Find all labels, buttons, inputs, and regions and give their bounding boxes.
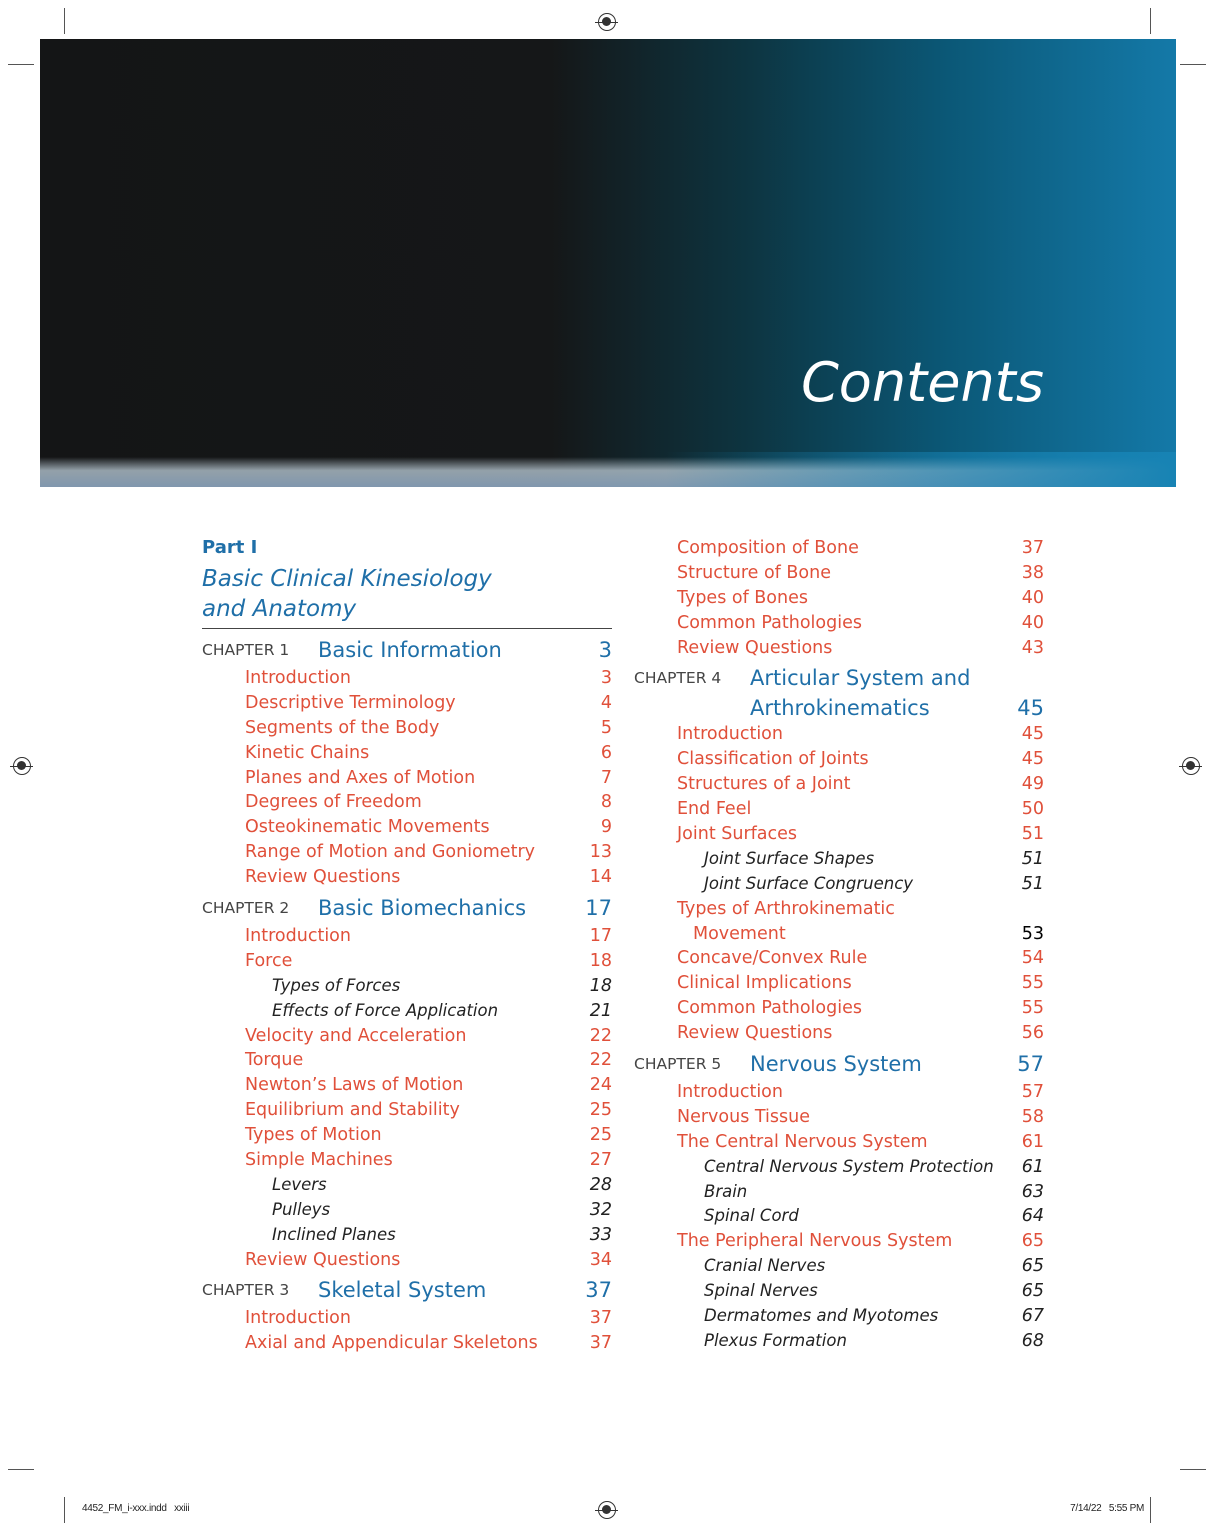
entry-title: Movement — [693, 923, 786, 944]
footer-datetime: 7/14/22 5:55 PM — [1070, 1503, 1144, 1514]
divider — [202, 628, 612, 629]
toc-entry[interactable] — [202, 840, 612, 865]
page-number: 18 — [589, 975, 612, 996]
page-number: 5 — [600, 717, 612, 738]
toc-entry[interactable] — [634, 1130, 1044, 1155]
toc-entry[interactable] — [634, 1080, 1044, 1105]
entry-title: Introduction — [677, 1082, 783, 1103]
entry-title: Effects of Force Application — [272, 1000, 499, 1020]
toc-entry[interactable] — [202, 1148, 612, 1173]
toc-entry[interactable] — [634, 1180, 1044, 1205]
entry-title: Nervous Tissue — [677, 1106, 810, 1127]
page-number: 56 — [1021, 1023, 1044, 1044]
page-number: 17 — [585, 896, 612, 921]
toc-entry[interactable] — [634, 996, 1044, 1021]
toc-list — [202, 635, 612, 1356]
entry-title: Brain — [704, 1181, 748, 1201]
toc-entry[interactable] — [202, 924, 612, 949]
part-title-line: and Anatomy — [202, 596, 357, 622]
chapter-label: CHAPTER 1 — [202, 641, 290, 659]
entry-title: Torque — [245, 1050, 304, 1071]
toc-entry[interactable] — [202, 1198, 612, 1223]
toc-entry[interactable] — [634, 1229, 1044, 1254]
page-number: 7 — [600, 767, 612, 788]
toc-entry[interactable] — [634, 722, 1044, 747]
entry-title: Osteokinematic Movements — [245, 817, 490, 838]
toc-entry[interactable] — [202, 974, 612, 999]
crop-mark — [1180, 64, 1206, 65]
entry-title: Joint Surface Shapes — [704, 848, 875, 868]
entry-title: Joint Surface Congruency — [704, 873, 914, 893]
toc-entry[interactable] — [202, 1173, 612, 1198]
toc-entry[interactable] — [202, 741, 612, 766]
toc-entry[interactable] — [634, 1304, 1044, 1329]
page-number: 3 — [598, 638, 612, 662]
entry-title: Degrees of Freedom — [245, 792, 422, 813]
header-banner — [40, 39, 1176, 487]
page-number: 67 — [1021, 1306, 1044, 1327]
page-number: 28 — [589, 1174, 612, 1195]
page-number: 17 — [589, 926, 612, 947]
page-number: 45 — [1021, 724, 1044, 745]
page-number: 40 — [1021, 587, 1044, 608]
page-number: 13 — [589, 842, 612, 863]
footer-file-info: 4452_FM_i-xxx.indd xxiii — [82, 1503, 190, 1514]
toc-entry[interactable] — [202, 999, 612, 1024]
entry-title: Velocity and Acceleration — [245, 1025, 467, 1046]
page-number: 51 — [1021, 848, 1044, 869]
toc-entry[interactable] — [202, 766, 612, 791]
page-number: 37 — [1021, 538, 1044, 558]
toc-entry[interactable] — [202, 790, 612, 815]
entry-title: Range of Motion and Goniometry — [245, 842, 535, 863]
chapter-label: CHAPTER 2 — [202, 899, 290, 918]
toc-entry[interactable] — [202, 1123, 612, 1148]
chapter-label: CHAPTER 5 — [634, 1055, 722, 1074]
page-number: 45 — [1021, 749, 1044, 770]
entry-title: Basic Biomechanics — [318, 896, 527, 921]
toc-entry[interactable] — [634, 1254, 1044, 1279]
toc-entry[interactable] — [202, 666, 612, 691]
page-number: 65 — [1021, 1231, 1044, 1252]
page-number: 24 — [589, 1075, 612, 1096]
toc-entry[interactable] — [202, 949, 612, 974]
toc-entry[interactable] — [202, 815, 612, 840]
registration-mark-icon — [1182, 757, 1200, 775]
toc-entry[interactable] — [634, 1021, 1044, 1046]
page-number: 51 — [1021, 873, 1044, 894]
page-number: 65 — [1021, 1281, 1044, 1302]
page-number: 25 — [589, 1125, 612, 1146]
entry-title: Structures of a Joint — [677, 774, 851, 795]
part-title-line: Basic Clinical Kinesiology — [202, 566, 492, 592]
page-number: 40 — [1021, 612, 1044, 633]
page-number: 25 — [589, 1100, 612, 1121]
entry-title: Arthrokinematics — [750, 696, 930, 721]
entry-title: Simple Machines — [245, 1150, 393, 1171]
entry-title: Introduction — [677, 724, 783, 745]
page-number: 32 — [589, 1199, 612, 1220]
page-number: 65 — [1021, 1256, 1044, 1277]
toc-entry[interactable] — [634, 561, 1044, 586]
page-number: 37 — [585, 1278, 612, 1303]
toc-entry[interactable] — [634, 797, 1044, 822]
page-number: 58 — [1021, 1106, 1044, 1127]
entry-title: End Feel — [677, 799, 752, 820]
entry-title: Segments of the Body — [245, 717, 440, 738]
entry-title: Common Pathologies — [677, 998, 862, 1019]
page-number: 55 — [1021, 998, 1044, 1019]
page-number: 57 — [1017, 1052, 1044, 1077]
page-number: 4 — [600, 692, 612, 713]
registration-mark-icon — [13, 757, 31, 775]
toc-entry[interactable] — [202, 1073, 612, 1098]
toc-chapter-entry[interactable] — [202, 893, 612, 924]
entry-title: Types of Forces — [272, 975, 401, 995]
page-number: 8 — [600, 792, 612, 813]
toc-entry[interactable] — [202, 1024, 612, 1049]
page-number: 43 — [1021, 637, 1044, 658]
part-label: Part I — [202, 537, 258, 558]
toc-entry[interactable] — [202, 691, 612, 716]
page-number: 63 — [1021, 1181, 1044, 1202]
toc-entry[interactable] — [634, 1204, 1044, 1229]
page-number: 37 — [589, 1308, 612, 1329]
entry-title: Descriptive Terminology — [245, 692, 456, 713]
entry-title: Review Questions — [245, 1249, 401, 1270]
page-number: 51 — [1021, 824, 1044, 845]
page-number: 61 — [1021, 1156, 1044, 1177]
toc-entry[interactable] — [634, 586, 1044, 611]
entry-title: Basic Information — [318, 638, 502, 662]
registration-mark-icon — [598, 1501, 616, 1519]
entry-title: Inclined Planes — [272, 1224, 396, 1244]
entry-title: Cranial Nerves — [704, 1256, 826, 1276]
crop-mark — [1180, 1469, 1206, 1470]
banner-horizon-blue — [665, 452, 1176, 487]
toc-left-column — [202, 536, 612, 1356]
page-number: 33 — [589, 1224, 612, 1245]
entry-title: Planes and Axes of Motion — [245, 767, 476, 788]
entry-title: Kinetic Chains — [245, 742, 370, 763]
toc-entry[interactable] — [202, 1223, 612, 1248]
toc-list — [634, 536, 1044, 1354]
toc-entry[interactable] — [634, 1279, 1044, 1304]
entry-title: Types of Motion — [245, 1125, 382, 1146]
toc-entry[interactable] — [634, 636, 1044, 661]
page-number: 49 — [1021, 774, 1044, 795]
toc-entry[interactable] — [634, 747, 1044, 772]
toc-chapter-entry[interactable] — [202, 1275, 612, 1306]
page-number: 27 — [589, 1150, 612, 1171]
page-number: 54 — [1021, 948, 1044, 969]
entry-title: Spinal Nerves — [704, 1281, 818, 1301]
toc-entry[interactable] — [202, 1331, 612, 1356]
entry-title: Levers — [272, 1174, 327, 1194]
page-number: 14 — [589, 867, 612, 888]
entry-title: Clinical Implications — [677, 973, 852, 994]
toc-entry[interactable] — [634, 872, 1044, 897]
page-number: 50 — [1021, 799, 1044, 820]
crop-mark — [64, 1497, 65, 1523]
entry-title: Plexus Formation — [704, 1330, 847, 1350]
toc-entry[interactable] — [202, 1248, 612, 1273]
entry-title: Common Pathologies — [677, 612, 862, 633]
toc-entry[interactable] — [634, 694, 1044, 722]
page-number: 9 — [600, 817, 612, 838]
crop-mark — [1150, 8, 1151, 34]
entry-title: Review Questions — [677, 637, 833, 658]
toc-entry[interactable] — [634, 536, 1044, 561]
entry-title: Review Questions — [677, 1023, 833, 1044]
entry-title: Central Nervous System Protection — [704, 1156, 994, 1176]
chapter-label: CHAPTER 3 — [202, 1281, 290, 1300]
crop-mark — [1150, 1497, 1151, 1523]
entry-title: Introduction — [245, 926, 351, 947]
page-number: 37 — [589, 1333, 612, 1354]
entry-title: Introduction — [245, 668, 351, 688]
toc-entry[interactable] — [634, 1329, 1044, 1354]
toc-right-column — [634, 536, 1044, 1354]
entry-title: Nervous System — [750, 1052, 922, 1077]
crop-mark — [8, 1469, 34, 1470]
page-number: 53 — [1021, 923, 1044, 944]
entry-title: Dermatomes and Myotomes — [704, 1306, 939, 1326]
entry-title: Pulleys — [272, 1199, 331, 1219]
toc-entry[interactable] — [202, 1098, 612, 1123]
page-title: Contents — [801, 351, 1044, 414]
toc-entry[interactable] — [202, 1048, 612, 1073]
entry-title: Spinal Cord — [704, 1206, 799, 1226]
page-number: 64 — [1021, 1206, 1044, 1227]
entry-title: Newton’s Laws of Motion — [245, 1075, 464, 1096]
page-number: 45 — [1017, 696, 1044, 721]
entry-title: Structure of Bone — [677, 562, 831, 583]
page-number: 34 — [589, 1249, 612, 1270]
entry-title: Concave/Convex Rule — [677, 948, 868, 969]
toc-entry[interactable] — [634, 922, 1044, 947]
toc-entry[interactable] — [634, 611, 1044, 636]
toc-entry[interactable] — [202, 716, 612, 741]
page-number: 57 — [1021, 1082, 1044, 1103]
entry-title: The Peripheral Nervous System — [677, 1231, 953, 1252]
entry-title: Equilibrium and Stability — [245, 1100, 460, 1121]
registration-mark-icon — [598, 13, 616, 31]
entry-title: Review Questions — [245, 867, 401, 888]
entry-title: The Central Nervous System — [677, 1131, 928, 1152]
toc-entry[interactable] — [634, 847, 1044, 872]
entry-title: Composition of Bone — [677, 538, 859, 558]
page-number: 38 — [1021, 562, 1044, 583]
toc-entry[interactable] — [634, 1105, 1044, 1130]
toc-entry[interactable] — [634, 971, 1044, 996]
crop-mark — [64, 8, 65, 34]
toc-entry[interactable] — [634, 897, 1044, 922]
crop-mark — [8, 64, 34, 65]
page-number: 21 — [589, 1000, 612, 1021]
entry-title: Force — [245, 950, 293, 971]
toc-chapter-entry[interactable] — [634, 1049, 1044, 1080]
entry-title: Joint Surfaces — [677, 824, 798, 845]
toc-chapter-entry[interactable] — [202, 635, 612, 666]
page-number: 3 — [600, 668, 612, 688]
toc-entry[interactable] — [634, 772, 1044, 797]
entry-title: Classification of Joints — [677, 749, 869, 770]
page-number: 22 — [589, 1050, 612, 1071]
chapter-label: CHAPTER 4 — [634, 669, 722, 688]
entry-title: Introduction — [245, 1308, 351, 1329]
toc-entry[interactable] — [634, 946, 1044, 971]
page-number: 61 — [1021, 1131, 1044, 1152]
page-number: 22 — [589, 1025, 612, 1046]
page-number: 6 — [600, 742, 612, 763]
toc-entry[interactable] — [634, 1155, 1044, 1180]
toc-entry[interactable] — [202, 1306, 612, 1331]
entry-title: Articular System and — [750, 666, 971, 691]
toc-entry[interactable] — [634, 822, 1044, 847]
page-number: 55 — [1021, 973, 1044, 994]
toc-entry[interactable] — [202, 865, 612, 890]
toc-chapter-entry[interactable] — [634, 663, 1044, 694]
entry-title: Types of Arthrokinematic — [677, 898, 895, 919]
page-number: 68 — [1021, 1330, 1044, 1351]
entry-title: Skeletal System — [318, 1278, 487, 1303]
entry-title: Types of Bones — [677, 587, 808, 608]
page-number: 18 — [589, 950, 612, 971]
entry-title: Axial and Appendicular Skeletons — [245, 1333, 538, 1354]
